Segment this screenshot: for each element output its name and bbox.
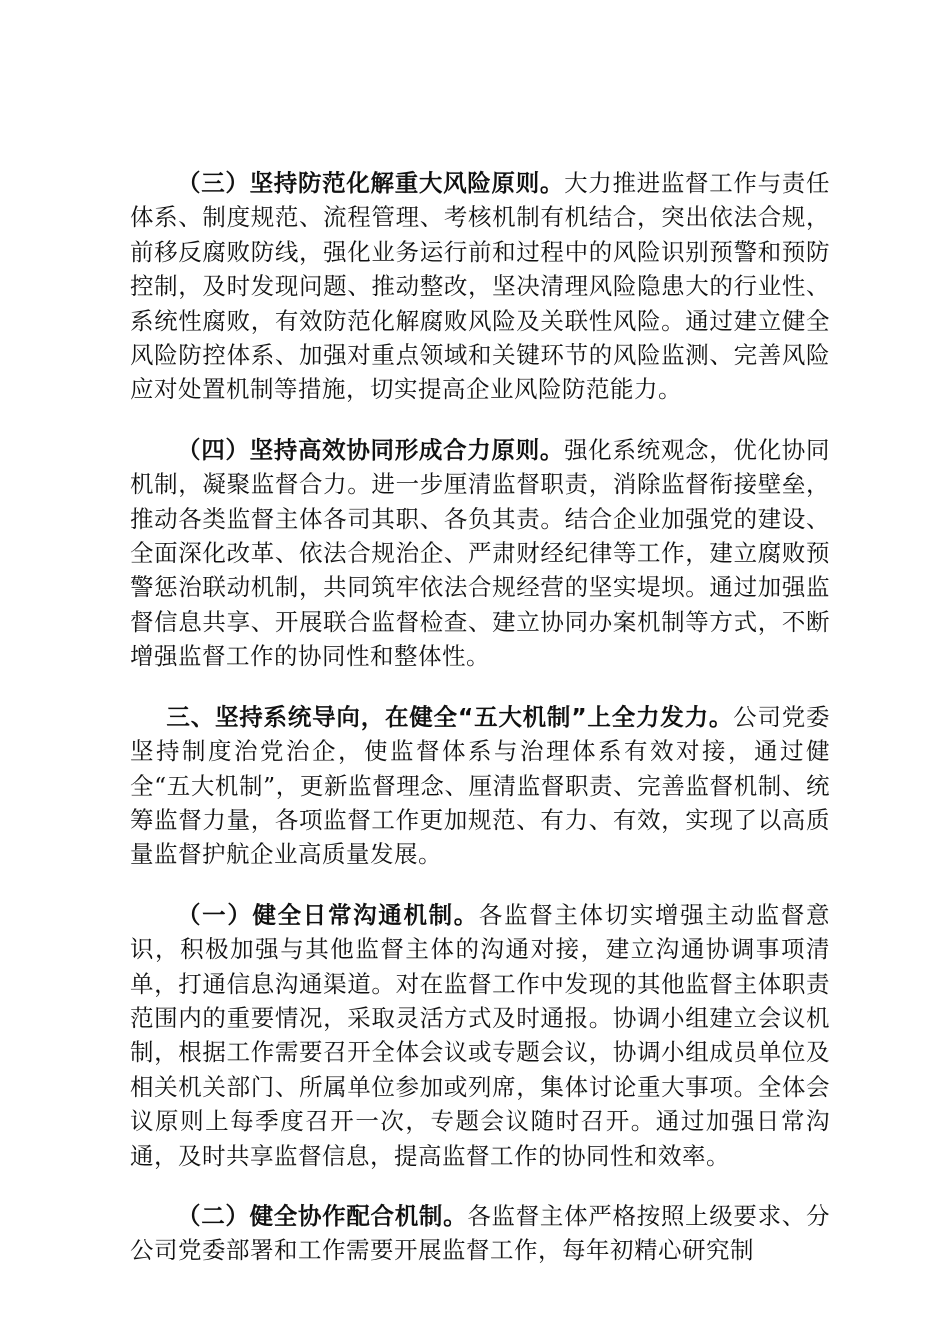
paragraph-heading: （三）坚持防范化解重大风险原则。	[177, 169, 565, 197]
paragraph-principle-3	[130, 166, 830, 407]
paragraph-heading: （四）坚持高效协同形成合力原则。	[177, 435, 565, 464]
paragraph-body: 强化系统观念，优化协同机制，凝聚监督合力。进一步厘清监督职责，消除监督衔接壁垒，推动各类监督主体各司其职、各负其责。结合企业加强党的建设、全面深化改革、依法合规治企、严肃财经纪律等工作，建立腐败预警惩治联动机制，共同筑牢依法合规经营的坚实堤坝。通过加强监督信息共享、开展联合监督检查、建立协同办案机制等方式，不断增强监督工作的协同性和整体性。	[130, 435, 831, 671]
document-page	[130, 166, 830, 1294]
paragraph-heading: （一）健全日常沟通机制。	[177, 900, 479, 929]
paragraph-body: 各监督主体严格按照上级要求、分公司党委部署和工作需要开展监督工作，每年初精心研究制	[130, 1201, 831, 1265]
paragraph-body: 各监督主体切实增强主动监督意识，积极加强与其他监督主体的沟通对接，建立沟通协调事项清单，打通信息沟通渠道。对在监督工作中发现的其他监督主体职责范围内的重要情况，采取灵活方式及时通报。协调小组建立会议机制，根据工作需要召开全体会议或专题会议，协调小组成员单位及相关机关部门、所属单位参加或列席，集体讨论重大事项。全体会议原则上每季度召开一次，专题会议随时召开。通过加强日常沟通，及时共享监督信息，提高监督工作的协同性和效率。	[130, 900, 831, 1170]
paragraph-heading: （二）健全协作配合机制。	[177, 1201, 468, 1230]
paragraph-section-3	[130, 700, 830, 872]
paragraph-principle-4	[130, 433, 830, 674]
paragraph-mechanism-1	[130, 898, 830, 1173]
paragraph-mechanism-2	[130, 1199, 830, 1268]
paragraph-body: 公司党委坚持制度治党治企，使监督体系与治理体系有效对接，通过健全“五大机制”，更新监督理念、厘清监督职责、完善监督机制、统筹监督力量，各项监督工作更加规范、有力、有效，实现了以高质量监督护航企业高质量发展。	[130, 702, 831, 869]
section-heading: 三、坚持系统导向，在健全“五大机制”上全力发力。	[166, 702, 734, 731]
paragraph-body: 大力推进监督工作与责任体系、制度规范、流程管理、考核机制有机结合，突出依法合规，前移反腐败防线，强化业务运行前和过程中的风险识别预警和预防控制，及时发现问题、推动整改，坚决清理风险隐患大的行业性、系统性腐败，有效防范化解腐败风险及关联性风险。通过建立健全风险防控体系、加强对重点领域和关键环节的风险监测、完善风险应对处置机制等措施，切实提高企业风险防范能力。	[130, 169, 831, 404]
